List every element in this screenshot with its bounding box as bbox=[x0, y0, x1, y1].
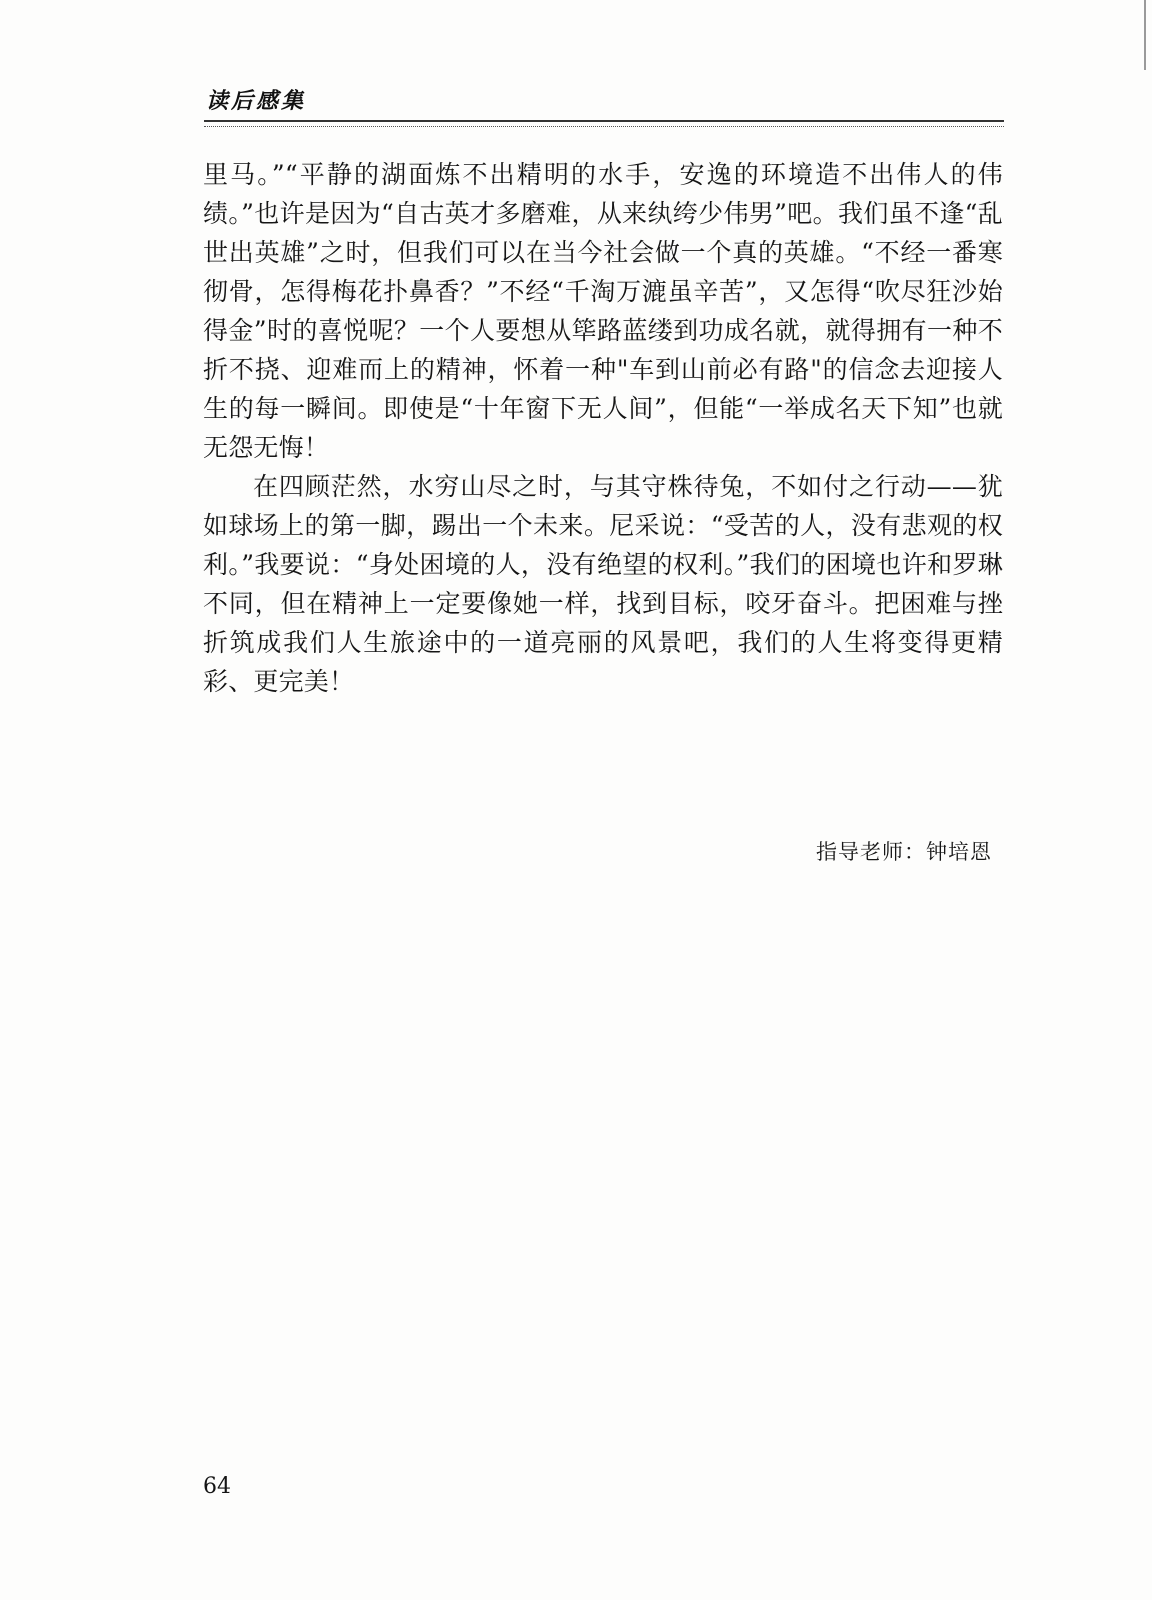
body-text bbox=[203, 155, 1003, 701]
running-header bbox=[204, 84, 1004, 115]
header-rule bbox=[204, 120, 1004, 127]
advisor-signature: 指导老师：钟培恩 bbox=[816, 840, 992, 864]
paragraph-2: 在四顾茫然，水穷山尽之时，与其守株待兔，不如付之行动——犹如球场上的第一脚，踢出一个未来。尼采说：“受苦的人，没有悲观的权利。”我要说：“身处困境的人，没有绝望的权利。”我们的困境也许和罗琳不同，但在精神上一定要像她一样，找到目标，咬牙奋斗。把困难与挫折筑成我们人生旅途中的一道亮丽的风景吧，我们的人生将变得更精彩、更完美！ bbox=[203, 472, 1003, 696]
page-number: 64 bbox=[203, 1474, 231, 1499]
scan-edge-mark bbox=[1144, 0, 1146, 70]
paragraph-1: 里马。”“平静的湖面炼不出精明的水手，安逸的环境造不出伟人的伟绩。”也许是因为“自古英才多磨难，从来纨绔少伟男”吧。我们虽不逢“乱世出英雄”之时，但我们可以在当今社会做一个真的英雄。“不经一番寒彻骨，怎得梅花扑鼻香？”不经“千淘万漉虽辛苦”，又怎得“吹尽狂沙始得金”时的喜悦呢？一个人要想从筚路蓝缕到功成名就，就得拥有一种不折不挠、迎难而上的精神，怀着一种"车到山前必有路"的信念去迎接人生的每一瞬间。即使是“十年窗下无人间”，但能“一举成名天下知”也就无怨无悔！ bbox=[203, 160, 1003, 462]
header-title: 读后感集 bbox=[206, 89, 307, 114]
